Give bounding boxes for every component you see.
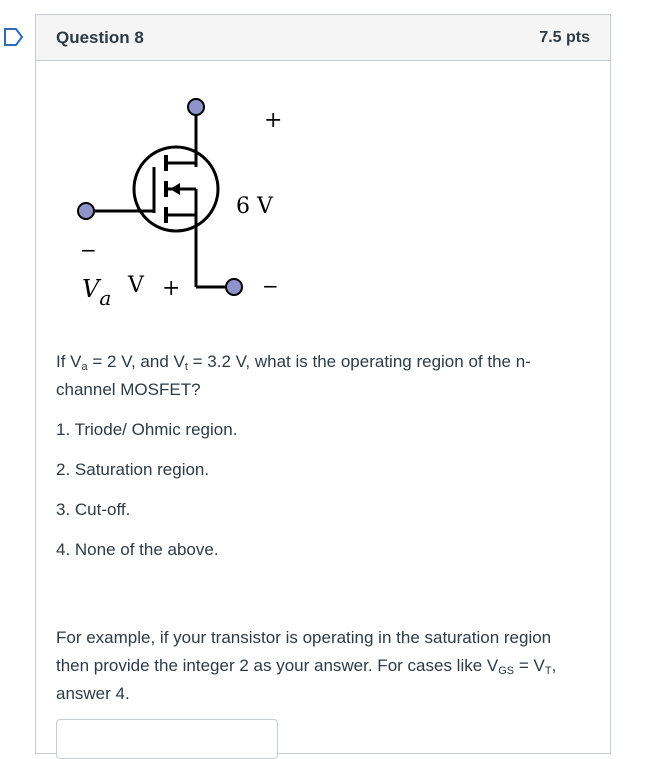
- question-points: 7.5 pts: [539, 28, 590, 46]
- bookmark-flag-icon[interactable]: [3, 27, 25, 47]
- va-label: $V_a$: [82, 275, 112, 307]
- question-prompt: If $V_a = 2$ V, and $V_t = 3.2$ V, what is the operating region of the n-channel MOSFET?: [56, 352, 531, 399]
- question-card: [35, 14, 611, 754]
- gate-minus-label: −: [80, 238, 97, 262]
- answer-input[interactable]: [56, 719, 278, 759]
- option-item: 4. None of the above.: [56, 540, 219, 559]
- source-plus-label: +: [162, 276, 181, 301]
- option-item: 2. Saturation region.: [56, 460, 210, 479]
- question-title: Question 8: [56, 27, 144, 47]
- option-item: 3. Cut-off.: [56, 500, 131, 519]
- mosfet-circuit-diagram: [66, 87, 296, 307]
- option-item: 1. Triode/ Ohmic region.: [56, 420, 238, 439]
- source-terminal: [226, 279, 242, 295]
- source-minus-label: −: [262, 274, 279, 298]
- gate-terminal: [78, 203, 94, 219]
- question-body: [56, 348, 586, 720]
- v-label: V: [128, 273, 144, 298]
- drain-plus-label: +: [264, 108, 283, 133]
- question-header: [36, 15, 610, 61]
- drain-terminal: [188, 99, 204, 115]
- answer-instruction: For example, if your transistor is operating in the saturation region then provide the integer 2 as your answer. For cases like $V_{GS} = V_T$, answer 4.: [56, 628, 557, 703]
- voltage-label: 6 V: [236, 194, 273, 219]
